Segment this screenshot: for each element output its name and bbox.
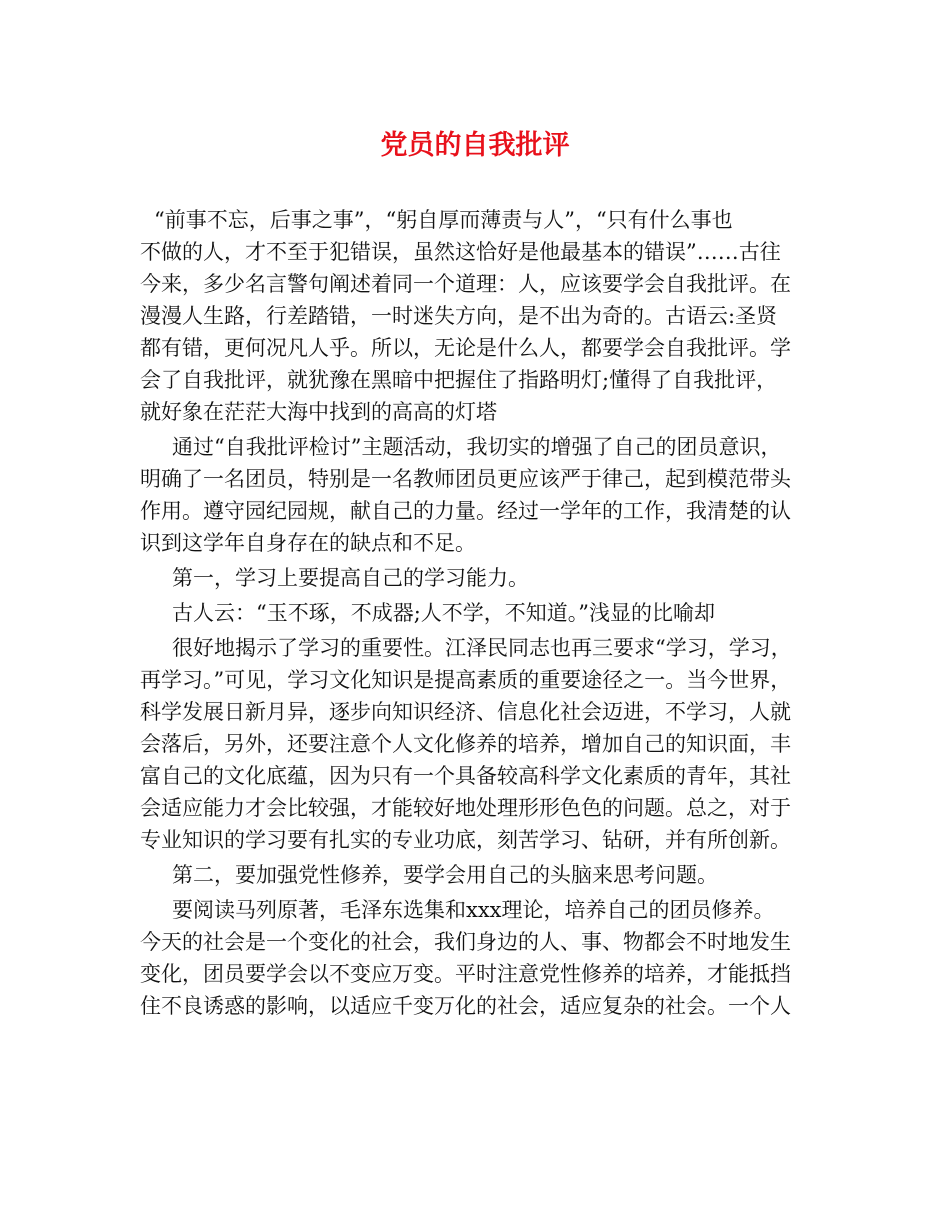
document-title: 党员的自我批评 [380, 130, 570, 161]
text-line: “前事不忘，后事之事”，“躬自厚而薄责与人”，“只有什么事也 [154, 208, 733, 232]
text-line: 今天的社会是一个变化的社会，我们身边的人、事、物都会不时地发生 [140, 930, 791, 954]
text-line: 很好地揭示了学习的重要性。江泽民同志也再三要求“学习，学习， [172, 636, 792, 660]
text-line: 要阅读马列原著，毛泽东选集和xxx理论，培养自己的团员修养。 [172, 898, 775, 922]
text-line: 住不良诱惑的影响，以适应千变万化的社会，适应复杂的社会。一个人 [140, 994, 791, 1018]
text-line: 明确了一名团员，特别是一名教师团员更应该严于律己，起到模范带头 [140, 467, 791, 491]
text-line: 富自己的文化底蕴，因为只有一个具备较高科学文化素质的青年，其社 [140, 764, 791, 788]
text-line: 今来，多少名言警句阐述着同一个道理：人，应该要学会自我批评。在 [140, 272, 791, 296]
text-line: 都有错，更何况凡人乎。所以，无论是什么人，都要学会自我批评。学 [140, 336, 791, 360]
text-line: 作用。遵守园纪园规，献自己的力量。经过一学年的工作，我清楚的认 [140, 499, 791, 523]
text-line: 第二，要加强党性修养，要学会用自己的头脑来思考问题。 [172, 863, 718, 887]
text-line: 就好象在茫茫大海中找到的高高的灯塔 [140, 400, 497, 424]
text-line: 再学习。”可见，学习文化知识是提高素质的重要途径之一。当今世界， [140, 668, 792, 692]
document-body [140, 204, 820, 1022]
text-line: 变化，团员要学会以不变应万变。平时注意党性修养的培养，才能抵挡 [140, 962, 791, 986]
text-line: 第一，学习上要提高自己的学习能力。 [172, 566, 529, 590]
text-line: 漫漫人生路，行差踏错，一时迷失方向，是不出为奇的。古语云:圣贤 [140, 304, 778, 328]
text-line: 会了自我批评，就犹豫在黑暗中把握住了指路明灯;懂得了自我批评， [140, 368, 778, 392]
text-line: 通过“自我批评检讨”主题活动，我切实的增强了自己的团员意识， [172, 435, 782, 459]
text-line: 古人云：“玉不琢，不成器;人不学，不知道。”浅显的比喻却 [172, 601, 716, 625]
text-line: 不做的人，才不至于犯错误，虽然这恰好是他最基本的错误”……古往 [140, 240, 781, 264]
text-line: 识到这学年自身存在的缺点和不足。 [140, 531, 476, 555]
text-line: 会落后，另外，还要注意个人文化修养的培养，增加自己的知识面，丰 [140, 732, 791, 756]
text-line: 会适应能力才会比较强，才能较好地处理形形色色的问题。总之，对于 [140, 796, 791, 820]
text-line: 专业知识的学习要有扎实的专业功底，刻苦学习、钻研，并有所创新。 [140, 828, 791, 852]
text-line: 科学发展日新月异，逐步向知识经济、信息化社会迈进，不学习，人就 [140, 700, 791, 724]
